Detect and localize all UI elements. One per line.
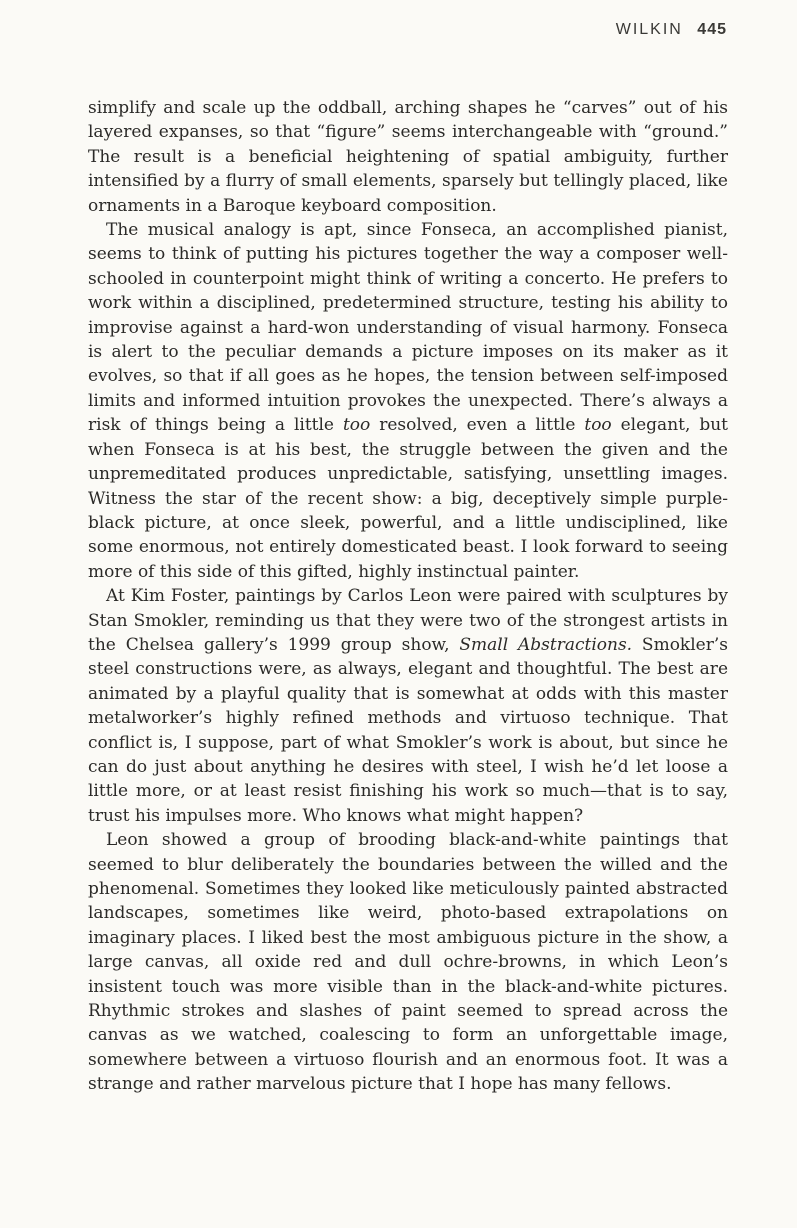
paragraph-4-text: Leon showed a group of brooding black-and-white paintings that seemed to blur deliberately the boundaries between the willed and the phenomenal. Sometimes they looked like meticulously painted abstracted landscapes, sometimes like weird, photo-based extrapolations on imaginary places. I liked best the most ambiguous picture in the show, a large canvas, all oxide red and dull ochre-browns, in which Leon’s insistent touch was more visible than in the black-and-white pictures. Rhythmic strokes and slashes of paint seemed to spread across the canvas as we watched, coalescing to form an unforgettable image, somewhere between a virtuoso flourish and an enormous foot. It was a strange and rather marvelous picture that I hope has many fellows. [88,830,728,1095]
page-number: 445 [697,21,727,38]
body-text [88,96,728,1097]
running-head-author: WILKIN [615,21,683,38]
paragraph-1 [88,96,728,218]
paragraph-3-text-a: At Kim Foster, paintings by Carlos Leon were paired with sculptures by Stan Smokler, reminding us that they were two of the strongest artists in the Chelsea gallery’s 1999 group show, [88,586,728,655]
paragraph-3-exhibition-title: Small Abstractions. [459,634,633,655]
paragraph-2-text-b: resolved, even a little [370,415,585,436]
paragraph-3-text-b: Smokler’s steel constructions were, as always, elegant and thoughtful. The best are animated by a playful quality that is somewhat at odds with this master metalworker’s highly refined methods and virtuoso technique. That conflict is, I suppose, part of what Smokler’s work is about, but since he can do just about anything he desires with steel, I wish he’d let loose a little more, or at least resist finishing his work so much—that is to say, trust his impulses more. Who knows what might happen? [88,634,728,826]
paragraph-3 [88,584,728,828]
paragraph-2-emphasis-1: too [342,415,371,436]
paragraph-1-text: simplify and scale up the oddball, arching shapes he “carves” out of his layered expanses, so that “figure” seems interchangeable with “ground.” The result is a beneficial heightening of spatial ambiguity, further intensified by a flurry of small elements, sparsely but tellingly placed, like ornaments in a Baroque keyboard composition. [88,98,728,216]
paragraph-2 [88,218,728,584]
running-head [616,21,727,39]
paragraph-2-emphasis-2: too [584,415,612,436]
paragraph-4 [88,828,728,1096]
paragraph-2-text-a: The musical analogy is apt, since Fonseca, an accomplished pianist, seems to think of putting his pictures together the way a composer well-schooled in counterpoint might think of writing a concerto. He prefers to work within a disciplined, predetermined structure, testing his ability to improvise against a hard-won understanding of visual harmony. Fonseca is alert to the peculiar demands a picture imposes on its maker as it evolves, so that if all goes as he hopes, the tension between self-imposed limits and informed intuition provokes the unexpected. There’s always a risk of things being a little [88,220,728,436]
paragraph-2-text-c: elegant, but when Fonseca is at his best, the struggle between the given and the unpremeditated produces unpredictable, satisfying, unsettling images. Witness the star of the recent show: a big, deceptively simple purple-black picture, at once sleek, powerful, and a little undisciplined, like some enormous, not entirely domesticated beast. I look forward to seeing more of this side of this gifted, highly instinctual painter. [88,415,728,582]
